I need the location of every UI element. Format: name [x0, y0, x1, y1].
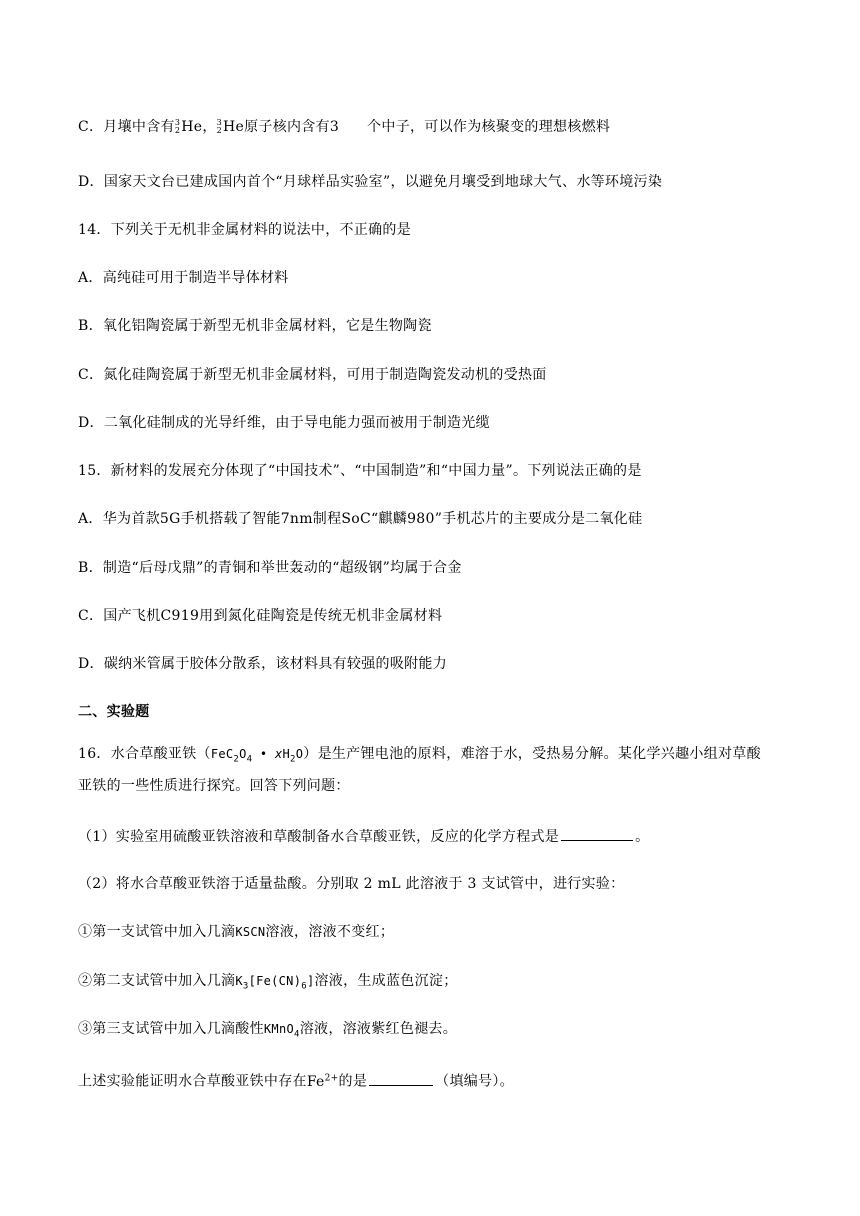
- reagent-ferricyanide: [235, 974, 315, 992]
- answer-blank-1[interactable]: [561, 826, 633, 841]
- q15-option-c: C．国产飞机C919用到氮化硅陶瓷是传统无机非金属材料: [78, 608, 443, 624]
- q15-option-a: A．华为首款5G手机搭载了智能7nm制程SoC“麒麟980”手机芯片的主要成分是二氧化硅: [78, 511, 643, 527]
- formula-sub: 4: [294, 1029, 300, 1040]
- q15-option-b: B．制造“后母戊鼎”的青铜和举世轰动的“超级钢”均属于合金: [78, 560, 462, 576]
- formula-part: KMnO: [263, 1022, 295, 1036]
- q16-part-1-end: 。: [635, 829, 650, 845]
- formula-sup: 2+: [324, 1073, 339, 1083]
- q14-option-b: B．氧化铝陶瓷属于新型无机非金属材料，它是生物陶瓷: [78, 318, 432, 334]
- formula-sub: 2: [233, 754, 240, 765]
- exp2-text-a: ②第二支试管中加入几滴: [78, 973, 236, 989]
- q16-l1-text-a: 16．水合草酸亚铁（: [78, 746, 211, 762]
- q16-part-1-text: （1）实验室用硫酸亚铁溶液和草酸制备水合草酸亚铁，反应的化学方程式是: [78, 829, 560, 845]
- formula-part: FeC: [210, 747, 234, 761]
- exp3-text-b: 溶液，溶液紫红色褪去。: [299, 1021, 458, 1037]
- q16-l1-text-b: ）是生产锂电池的原料，难溶于水，受热易分解。某化学兴趣小组对草酸: [303, 746, 761, 762]
- q16-conclusion: [78, 1068, 514, 1092]
- q13-c-text-3: He原子核内含有3: [223, 119, 340, 135]
- formula-part: ]: [306, 974, 315, 988]
- q15-stem: 15．新材料的发展充分体现了“中国技术”、“中国制造”和“中国力量”。下列说法正确的是: [78, 463, 642, 479]
- q13-c-text-1: C．月壤中含有: [78, 119, 175, 135]
- formula-part: K: [235, 974, 243, 988]
- element-he: He: [181, 119, 203, 135]
- formula-dot: •: [259, 747, 268, 761]
- formula-sub: 2: [290, 754, 296, 765]
- conclusion-text-b: 的是: [338, 1073, 368, 1090]
- q14-option-c: C．氮化硅陶瓷属于新型无机非金属材料，可用于制造陶瓷发动机的受热面: [78, 367, 547, 383]
- q13-c-text-2: ，: [202, 119, 217, 135]
- q16-part-2: （2）将水合草酸亚铁溶于适量盐酸。分别取 2 mL 此溶液于 3 支试管中，进行实验：: [78, 876, 625, 892]
- formula-part: O: [239, 747, 247, 761]
- q14-option-d: D．二氧化硅制成的光导纤维，由于导电能力强而被用于制造光缆: [78, 415, 490, 431]
- q16-line-2: 亚铁的一些性质进行探究。回答下列问题：: [78, 778, 350, 794]
- exp1-text-a: ①第一支试管中加入几滴: [78, 924, 236, 940]
- section-heading-experiment: 二、实验题: [78, 704, 150, 720]
- formula-part: O: [295, 747, 304, 761]
- reagent-kscn: KSCN: [235, 925, 266, 939]
- isotope-number: 2: [174, 126, 181, 135]
- formula-x: x: [274, 747, 283, 761]
- answer-blank-2[interactable]: [369, 1071, 433, 1086]
- isotope-mass: 3: [174, 118, 181, 127]
- conclusion-end: （填编号）。: [435, 1073, 514, 1090]
- q16-experiment-3: [78, 1019, 457, 1044]
- q16-line-1: [78, 744, 761, 769]
- reagent-kmno4: [263, 1022, 300, 1040]
- exp1-text-b: 溶液，溶液不变红；: [265, 924, 395, 940]
- q16-experiment-2: [78, 971, 458, 996]
- formula-fec2o4: [210, 747, 304, 765]
- formula-sub: 4: [246, 754, 253, 765]
- isotope-notation-2: 3 2: [216, 118, 223, 135]
- q16-experiment-1: [78, 922, 394, 942]
- formula-sub: 3: [242, 981, 249, 992]
- formula-part: Fe: [306, 1073, 325, 1090]
- q14-stem: 14．下列关于无机非金属材料的说法中，不正确的是: [78, 222, 412, 238]
- q13-c-text-4: 个中子，可以作为核聚变的理想核燃料: [367, 119, 611, 135]
- q16-part-1: [78, 826, 649, 847]
- isotope-notation: [175, 119, 180, 135]
- conclusion-text-a: 上述实验能证明水合草酸亚铁中存在: [78, 1073, 307, 1090]
- q15-option-d: D．碳纳米管属于胶体分散系，该材料具有较强的吸附能力: [78, 656, 448, 672]
- formula-part: [Fe(CN): [248, 974, 302, 988]
- q13-option-d: D．国家天文台已建成国内首个“月球样品实验室”，以避免月壤受到地球大气、水等环境污染: [78, 174, 663, 190]
- ion-fe2: [307, 1074, 339, 1090]
- exp2-text-b: 溶液，生成蓝色沉淀；: [314, 973, 458, 989]
- q14-option-a: A．高纯硅可用于制造半导体材料: [78, 270, 289, 286]
- exp3-text-a: ③第三支试管中加入几滴酸性: [78, 1021, 264, 1037]
- formula-sub: 6: [301, 981, 307, 992]
- formula-part: H: [282, 747, 291, 761]
- q13-option-c: [78, 117, 610, 137]
